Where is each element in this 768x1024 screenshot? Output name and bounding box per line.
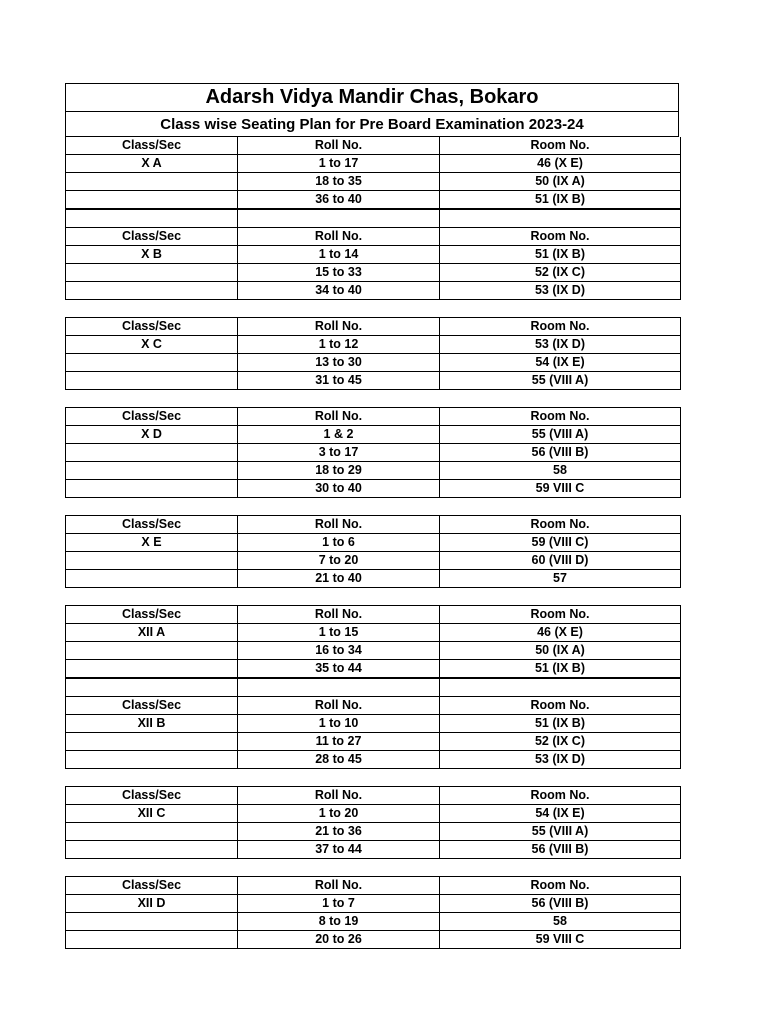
table-row	[66, 823, 681, 841]
header-roll-no: Roll No.	[238, 697, 440, 715]
header-row	[66, 137, 681, 155]
roll-no-cell: 20 to 26	[238, 931, 440, 949]
room-no-cell: 57	[440, 570, 681, 588]
table-row	[66, 751, 681, 769]
roll-no-cell: 37 to 44	[238, 841, 440, 859]
block-gap	[65, 769, 679, 786]
empty-cell	[238, 679, 440, 697]
table-row	[66, 372, 681, 390]
seating-block-table	[65, 137, 681, 209]
class-sec-cell	[66, 354, 238, 372]
room-no-cell: 54 (IX E)	[440, 354, 681, 372]
header-roll-no: Roll No.	[238, 787, 440, 805]
table-row	[66, 173, 681, 191]
seating-block-table	[65, 515, 681, 588]
header-room-no: Room No.	[440, 228, 681, 246]
header-roll-no: Roll No.	[238, 606, 440, 624]
block-gap	[65, 498, 679, 515]
class-sec-cell	[66, 823, 238, 841]
room-no-cell: 50 (IX A)	[440, 642, 681, 660]
seating-block-table	[65, 678, 681, 769]
table-row	[66, 642, 681, 660]
roll-no-cell: 21 to 40	[238, 570, 440, 588]
class-sec-cell	[66, 642, 238, 660]
header-row	[66, 787, 681, 805]
table-row	[66, 191, 681, 209]
header-class-sec: Class/Sec	[66, 408, 238, 426]
block-gap	[65, 390, 679, 407]
roll-no-cell: 34 to 40	[238, 282, 440, 300]
class-sec-cell	[66, 570, 238, 588]
header-room-no: Room No.	[440, 697, 681, 715]
room-no-cell: 54 (IX E)	[440, 805, 681, 823]
class-sec-cell	[66, 552, 238, 570]
header-room-no: Room No.	[440, 318, 681, 336]
roll-no-cell: 21 to 36	[238, 823, 440, 841]
header-class-sec: Class/Sec	[66, 787, 238, 805]
table-row	[66, 354, 681, 372]
roll-no-cell: 8 to 19	[238, 913, 440, 931]
block-gap	[65, 859, 679, 876]
seating-plan-sheet	[65, 83, 679, 949]
roll-no-cell: 15 to 33	[238, 264, 440, 282]
roll-no-cell: 18 to 29	[238, 462, 440, 480]
table-row	[66, 660, 681, 678]
empty-cell	[440, 210, 681, 228]
room-no-cell: 59 (VIII C)	[440, 534, 681, 552]
class-sec-cell: XII A	[66, 624, 238, 642]
room-no-cell: 53 (IX D)	[440, 282, 681, 300]
table-row	[66, 895, 681, 913]
header-class-sec: Class/Sec	[66, 137, 238, 155]
room-no-cell: 59 VIII C	[440, 480, 681, 498]
empty-cell	[238, 210, 440, 228]
roll-no-cell: 36 to 40	[238, 191, 440, 209]
class-sec-cell	[66, 841, 238, 859]
roll-no-cell: 35 to 44	[238, 660, 440, 678]
table-row	[66, 552, 681, 570]
class-sec-cell	[66, 264, 238, 282]
table-row	[66, 336, 681, 354]
table-row	[66, 570, 681, 588]
room-no-cell: 53 (IX D)	[440, 336, 681, 354]
school-title: Adarsh Vidya Mandir Chas, Bokaro	[65, 83, 679, 111]
table-row	[66, 534, 681, 552]
empty-cell	[66, 210, 238, 228]
room-no-cell: 50 (IX A)	[440, 173, 681, 191]
room-no-cell: 52 (IX C)	[440, 733, 681, 751]
empty-row	[66, 679, 681, 697]
roll-no-cell: 11 to 27	[238, 733, 440, 751]
class-sec-cell: X C	[66, 336, 238, 354]
roll-no-cell: 1 to 12	[238, 336, 440, 354]
roll-no-cell: 18 to 35	[238, 173, 440, 191]
roll-no-cell: 30 to 40	[238, 480, 440, 498]
seating-block-table	[65, 605, 681, 678]
seating-block-table	[65, 876, 681, 949]
room-no-cell: 60 (VIII D)	[440, 552, 681, 570]
seating-block-table	[65, 317, 681, 390]
table-row	[66, 426, 681, 444]
table-row	[66, 733, 681, 751]
roll-no-cell: 1 to 6	[238, 534, 440, 552]
table-row	[66, 155, 681, 173]
empty-row	[66, 210, 681, 228]
roll-no-cell: 1 & 2	[238, 426, 440, 444]
header-row	[66, 877, 681, 895]
header-roll-no: Roll No.	[238, 516, 440, 534]
room-no-cell: 56 (VIII B)	[440, 841, 681, 859]
class-sec-cell	[66, 372, 238, 390]
header-row	[66, 408, 681, 426]
table-row	[66, 246, 681, 264]
table-row	[66, 480, 681, 498]
seating-block-table	[65, 786, 681, 859]
roll-no-cell: 1 to 14	[238, 246, 440, 264]
header-room-no: Room No.	[440, 516, 681, 534]
roll-no-cell: 1 to 7	[238, 895, 440, 913]
class-sec-cell: XII B	[66, 715, 238, 733]
header-row	[66, 228, 681, 246]
header-row	[66, 697, 681, 715]
header-class-sec: Class/Sec	[66, 697, 238, 715]
room-no-cell: 56 (VIII B)	[440, 895, 681, 913]
class-sec-cell	[66, 282, 238, 300]
empty-cell	[66, 679, 238, 697]
table-row	[66, 841, 681, 859]
table-row	[66, 913, 681, 931]
header-room-no: Room No.	[440, 787, 681, 805]
room-no-cell: 51 (IX B)	[440, 246, 681, 264]
table-row	[66, 462, 681, 480]
room-no-cell: 55 (VIII A)	[440, 823, 681, 841]
class-sec-cell: X A	[66, 155, 238, 173]
empty-cell	[440, 679, 681, 697]
header-room-no: Room No.	[440, 408, 681, 426]
table-row	[66, 805, 681, 823]
class-sec-cell	[66, 751, 238, 769]
room-no-cell: 58	[440, 462, 681, 480]
header-class-sec: Class/Sec	[66, 318, 238, 336]
room-no-cell: 51 (IX B)	[440, 660, 681, 678]
table-row	[66, 444, 681, 462]
class-sec-cell: X D	[66, 426, 238, 444]
seating-block-table	[65, 209, 681, 300]
table-row	[66, 931, 681, 949]
header-class-sec: Class/Sec	[66, 877, 238, 895]
roll-no-cell: 1 to 15	[238, 624, 440, 642]
roll-no-cell: 1 to 10	[238, 715, 440, 733]
room-no-cell: 58	[440, 913, 681, 931]
room-no-cell: 53 (IX D)	[440, 751, 681, 769]
class-sec-cell	[66, 444, 238, 462]
seating-block-table	[65, 407, 681, 498]
header-roll-no: Roll No.	[238, 137, 440, 155]
class-sec-cell	[66, 462, 238, 480]
class-sec-cell	[66, 191, 238, 209]
class-sec-cell	[66, 733, 238, 751]
room-no-cell: 59 VIII C	[440, 931, 681, 949]
header-roll-no: Roll No.	[238, 228, 440, 246]
seating-blocks	[65, 137, 679, 949]
class-sec-cell	[66, 660, 238, 678]
roll-no-cell: 13 to 30	[238, 354, 440, 372]
class-sec-cell	[66, 173, 238, 191]
header-room-no: Room No.	[440, 137, 681, 155]
header-class-sec: Class/Sec	[66, 228, 238, 246]
roll-no-cell: 7 to 20	[238, 552, 440, 570]
block-gap	[65, 300, 679, 317]
header-row	[66, 606, 681, 624]
header-roll-no: Roll No.	[238, 877, 440, 895]
roll-no-cell: 31 to 45	[238, 372, 440, 390]
room-no-cell: 55 (VIII A)	[440, 426, 681, 444]
table-row	[66, 264, 681, 282]
header-roll-no: Roll No.	[238, 318, 440, 336]
header-row	[66, 516, 681, 534]
header-class-sec: Class/Sec	[66, 516, 238, 534]
table-row	[66, 715, 681, 733]
room-no-cell: 51 (IX B)	[440, 715, 681, 733]
class-sec-cell	[66, 931, 238, 949]
class-sec-cell: X E	[66, 534, 238, 552]
roll-no-cell: 28 to 45	[238, 751, 440, 769]
roll-no-cell: 3 to 17	[238, 444, 440, 462]
class-sec-cell	[66, 913, 238, 931]
room-no-cell: 46 (X E)	[440, 155, 681, 173]
roll-no-cell: 1 to 20	[238, 805, 440, 823]
table-row	[66, 624, 681, 642]
plan-subtitle: Class wise Seating Plan for Pre Board Examination 2023-24	[65, 111, 679, 137]
header-room-no: Room No.	[440, 606, 681, 624]
class-sec-cell: XII C	[66, 805, 238, 823]
room-no-cell: 52 (IX C)	[440, 264, 681, 282]
room-no-cell: 46 (X E)	[440, 624, 681, 642]
room-no-cell: 55 (VIII A)	[440, 372, 681, 390]
block-gap	[65, 588, 679, 605]
header-row	[66, 318, 681, 336]
header-roll-no: Roll No.	[238, 408, 440, 426]
class-sec-cell: X B	[66, 246, 238, 264]
roll-no-cell: 16 to 34	[238, 642, 440, 660]
class-sec-cell	[66, 480, 238, 498]
table-row	[66, 282, 681, 300]
header-room-no: Room No.	[440, 877, 681, 895]
header-class-sec: Class/Sec	[66, 606, 238, 624]
roll-no-cell: 1 to 17	[238, 155, 440, 173]
room-no-cell: 56 (VIII B)	[440, 444, 681, 462]
room-no-cell: 51 (IX B)	[440, 191, 681, 209]
class-sec-cell: XII D	[66, 895, 238, 913]
